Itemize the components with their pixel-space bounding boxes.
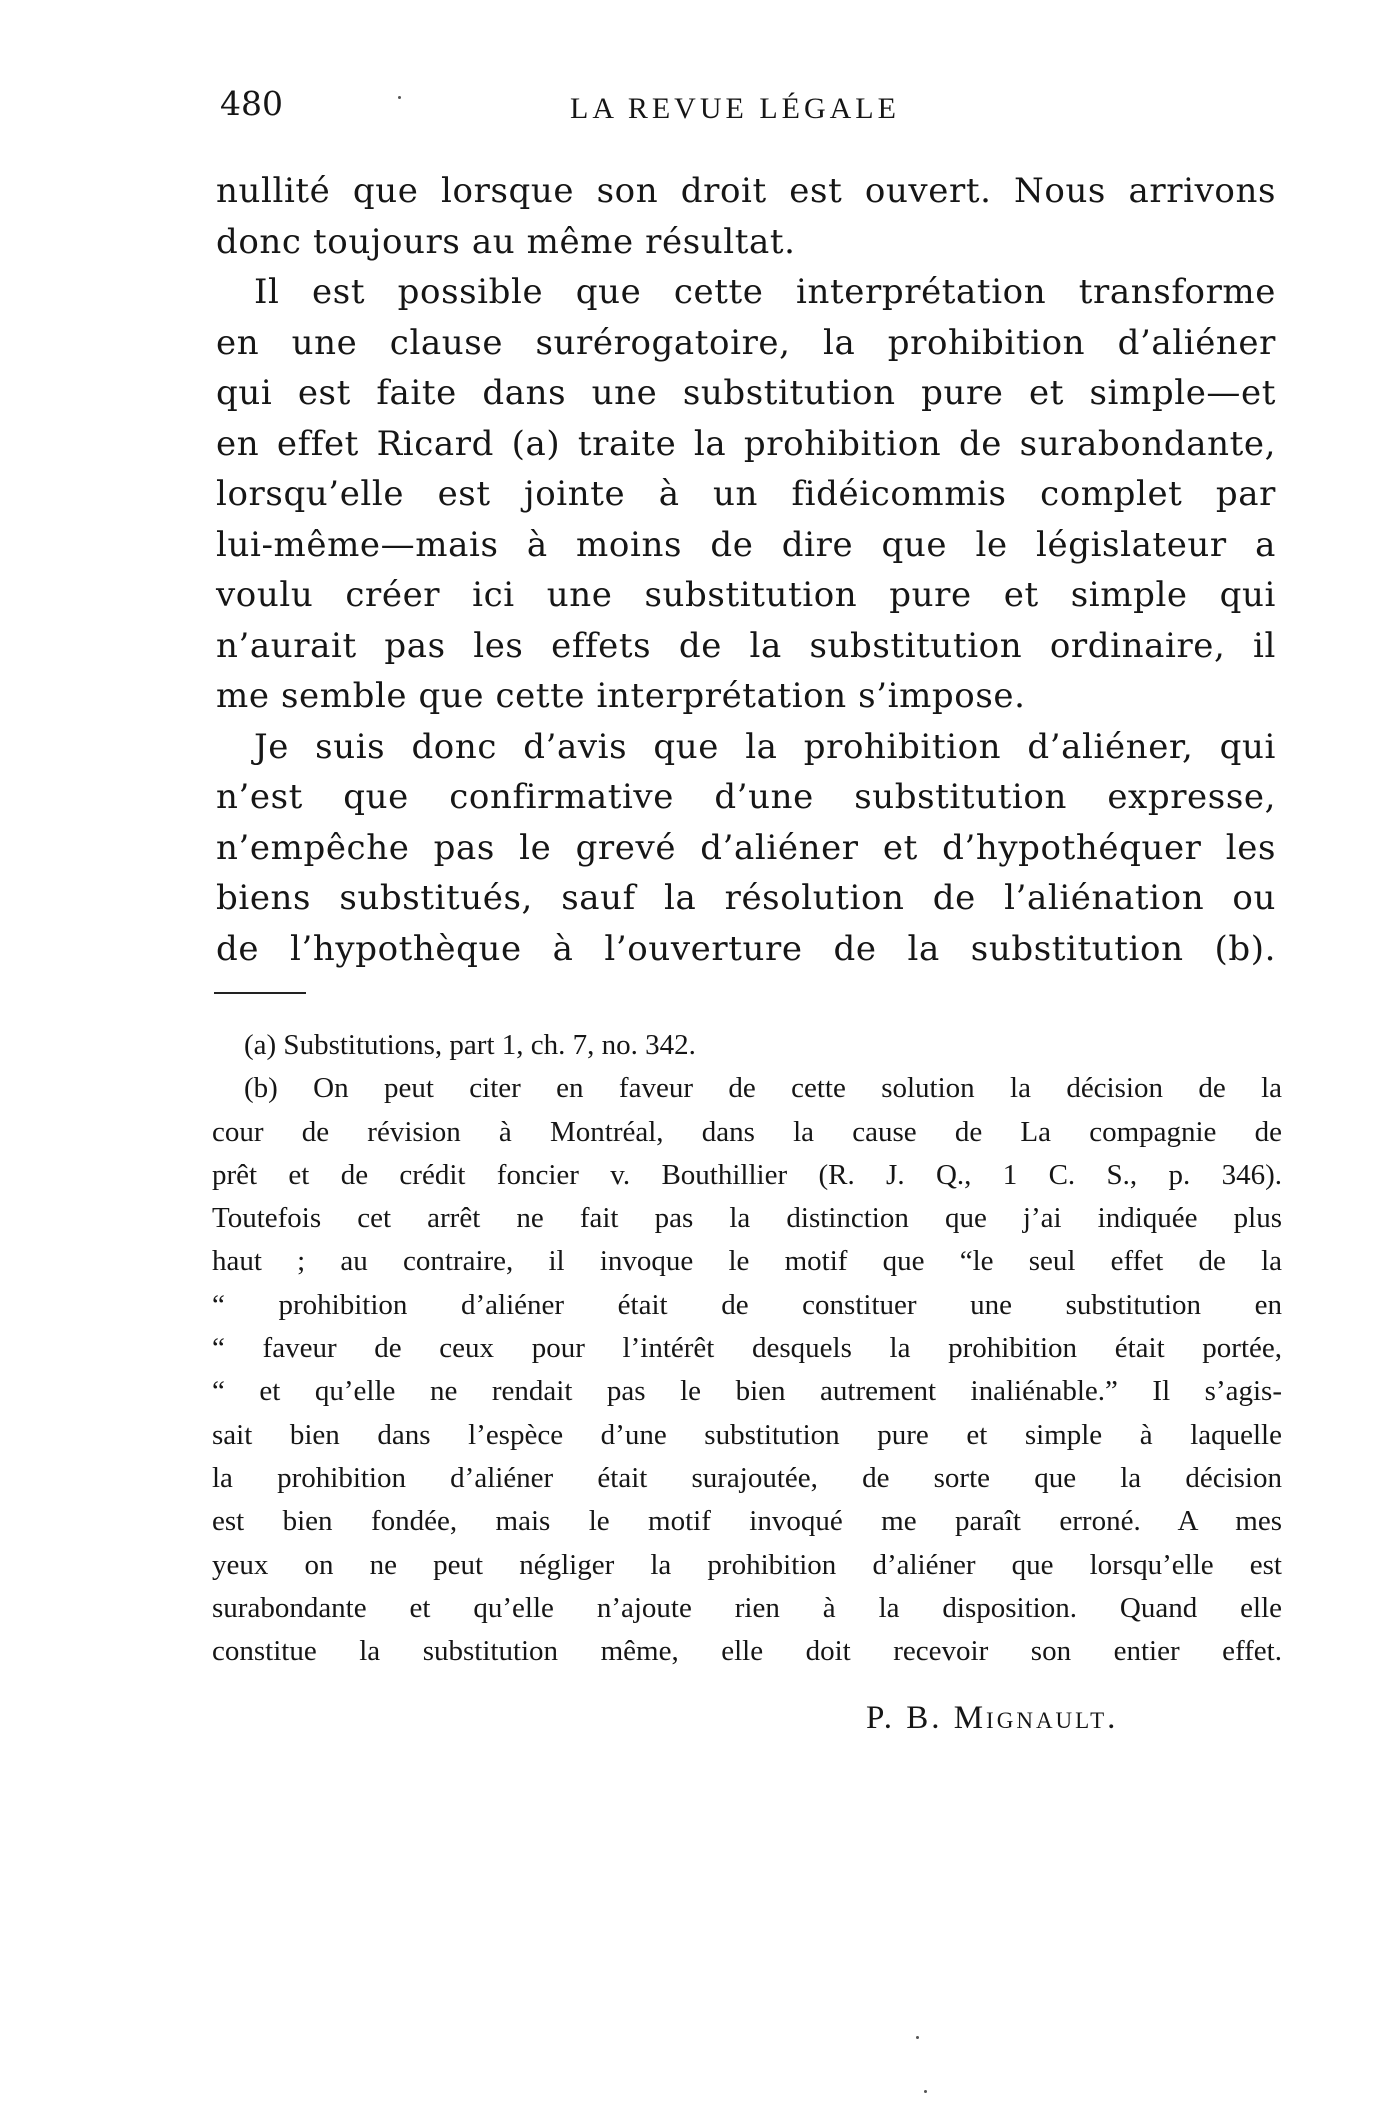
- body-line: qui est faite dans une substitution pure et simple—et: [216, 373, 1276, 413]
- print-speck: [916, 2036, 919, 2039]
- footnote-b-line: prêt et de crédit foncier v. Bouthillier (R. J. Q., 1 C. S., p. 346).: [212, 1158, 1282, 1191]
- body-line: Il est possible que cette interprétation transforme: [254, 272, 1276, 312]
- body-line: donc toujours au même résultat.: [216, 221, 796, 262]
- body-line: lui-même—mais à moins de dire que le législateur a: [216, 524, 1276, 565]
- body-line: en une clause surérogatoire, la prohibition d’aliéner: [216, 322, 1276, 363]
- footnote-b-line: “ faveur de ceux pour l’intérêt desquels la prohibition était portée,: [212, 1332, 1282, 1365]
- footnote-b-line: “ prohibition d’aliéner était de constituer une substitution en: [212, 1288, 1282, 1321]
- body-text: [216, 166, 1276, 974]
- running-title: LA REVUE LÉGALE: [570, 92, 900, 125]
- body-line: voulu créer ici une substitution pure et simple qui: [216, 575, 1276, 615]
- body-line: n’aurait pas les effets de la substitution ordinaire, il: [216, 625, 1276, 666]
- print-speck: [398, 96, 401, 99]
- footnote-b-line: la prohibition d’aliéner était surajoutée, de sorte que la décision: [212, 1461, 1282, 1494]
- footnote-b-line: constitue la substitution même, elle doit recevoir son entier effet.: [212, 1635, 1282, 1668]
- body-line: de l’hypothèque à l’ouverture de la substitution (b).: [216, 928, 1276, 969]
- print-speck: [924, 2090, 927, 2093]
- footnote-b-line: haut ; au contraire, il invoque le motif que “le seul effet de la: [212, 1245, 1282, 1278]
- body-line: Je suis donc d’avis que la prohibition d’aliéner, qui: [254, 726, 1276, 767]
- footnote-b-line: (b) On peut citer en faveur de cette solution la décision de la: [244, 1072, 1282, 1105]
- footnote-b-line: est bien fondée, mais le motif invoqué me paraît erroné. A mes: [212, 1505, 1282, 1538]
- body-line: me semble que cette interprétation s’impose.: [216, 676, 1026, 716]
- body-line: n’est que confirmative d’une substitution expresse,: [216, 777, 1276, 817]
- body-line: biens substitués, sauf la résolution de l’aliénation ou: [216, 878, 1276, 918]
- footnote-a: (a) Substitutions, part 1, ch. 7, no. 342.: [244, 1029, 696, 1061]
- footnote-b-line: surabondante et qu’elle n’ajoute rien à la disposition. Quand elle: [212, 1591, 1282, 1624]
- footnotes: [212, 1024, 1282, 1673]
- page-header: [220, 84, 1280, 132]
- author-signature: [866, 1700, 1118, 1737]
- footnote-b-line: cour de révision à Montréal, dans la cause de La compagnie de: [212, 1115, 1282, 1148]
- signature-initials: P. B.: [866, 1700, 954, 1736]
- page-number: 480: [220, 84, 283, 123]
- body-line: en effet Ricard (a) traite la prohibition de surabondante,: [216, 423, 1276, 464]
- footnote-separator: [214, 992, 306, 994]
- footnote-b-line: sait bien dans l’espèce d’une substitution pure et simple à laquelle: [212, 1418, 1282, 1451]
- footnote-b-line: yeux on ne peut négliger la prohibition d’aliéner que lorsqu’elle est: [212, 1548, 1282, 1581]
- body-line: lorsqu’elle est jointe à un fidéicommis complet par: [216, 474, 1276, 514]
- footnote-b-line: Toutefois cet arrêt ne fait pas la distinction que j’ai indiquée plus: [212, 1202, 1282, 1235]
- body-line: n’empêche pas le grevé d’aliéner et d’hypothéquer les: [216, 827, 1276, 868]
- footnote-b-line: “ et qu’elle ne rendait pas le bien autrement inaliénable.” Il s’agis-: [212, 1375, 1282, 1408]
- body-line: nullité que lorsque son droit est ouvert. Nous arrivons: [216, 171, 1276, 211]
- signature-surname: Mignault.: [953, 1700, 1119, 1736]
